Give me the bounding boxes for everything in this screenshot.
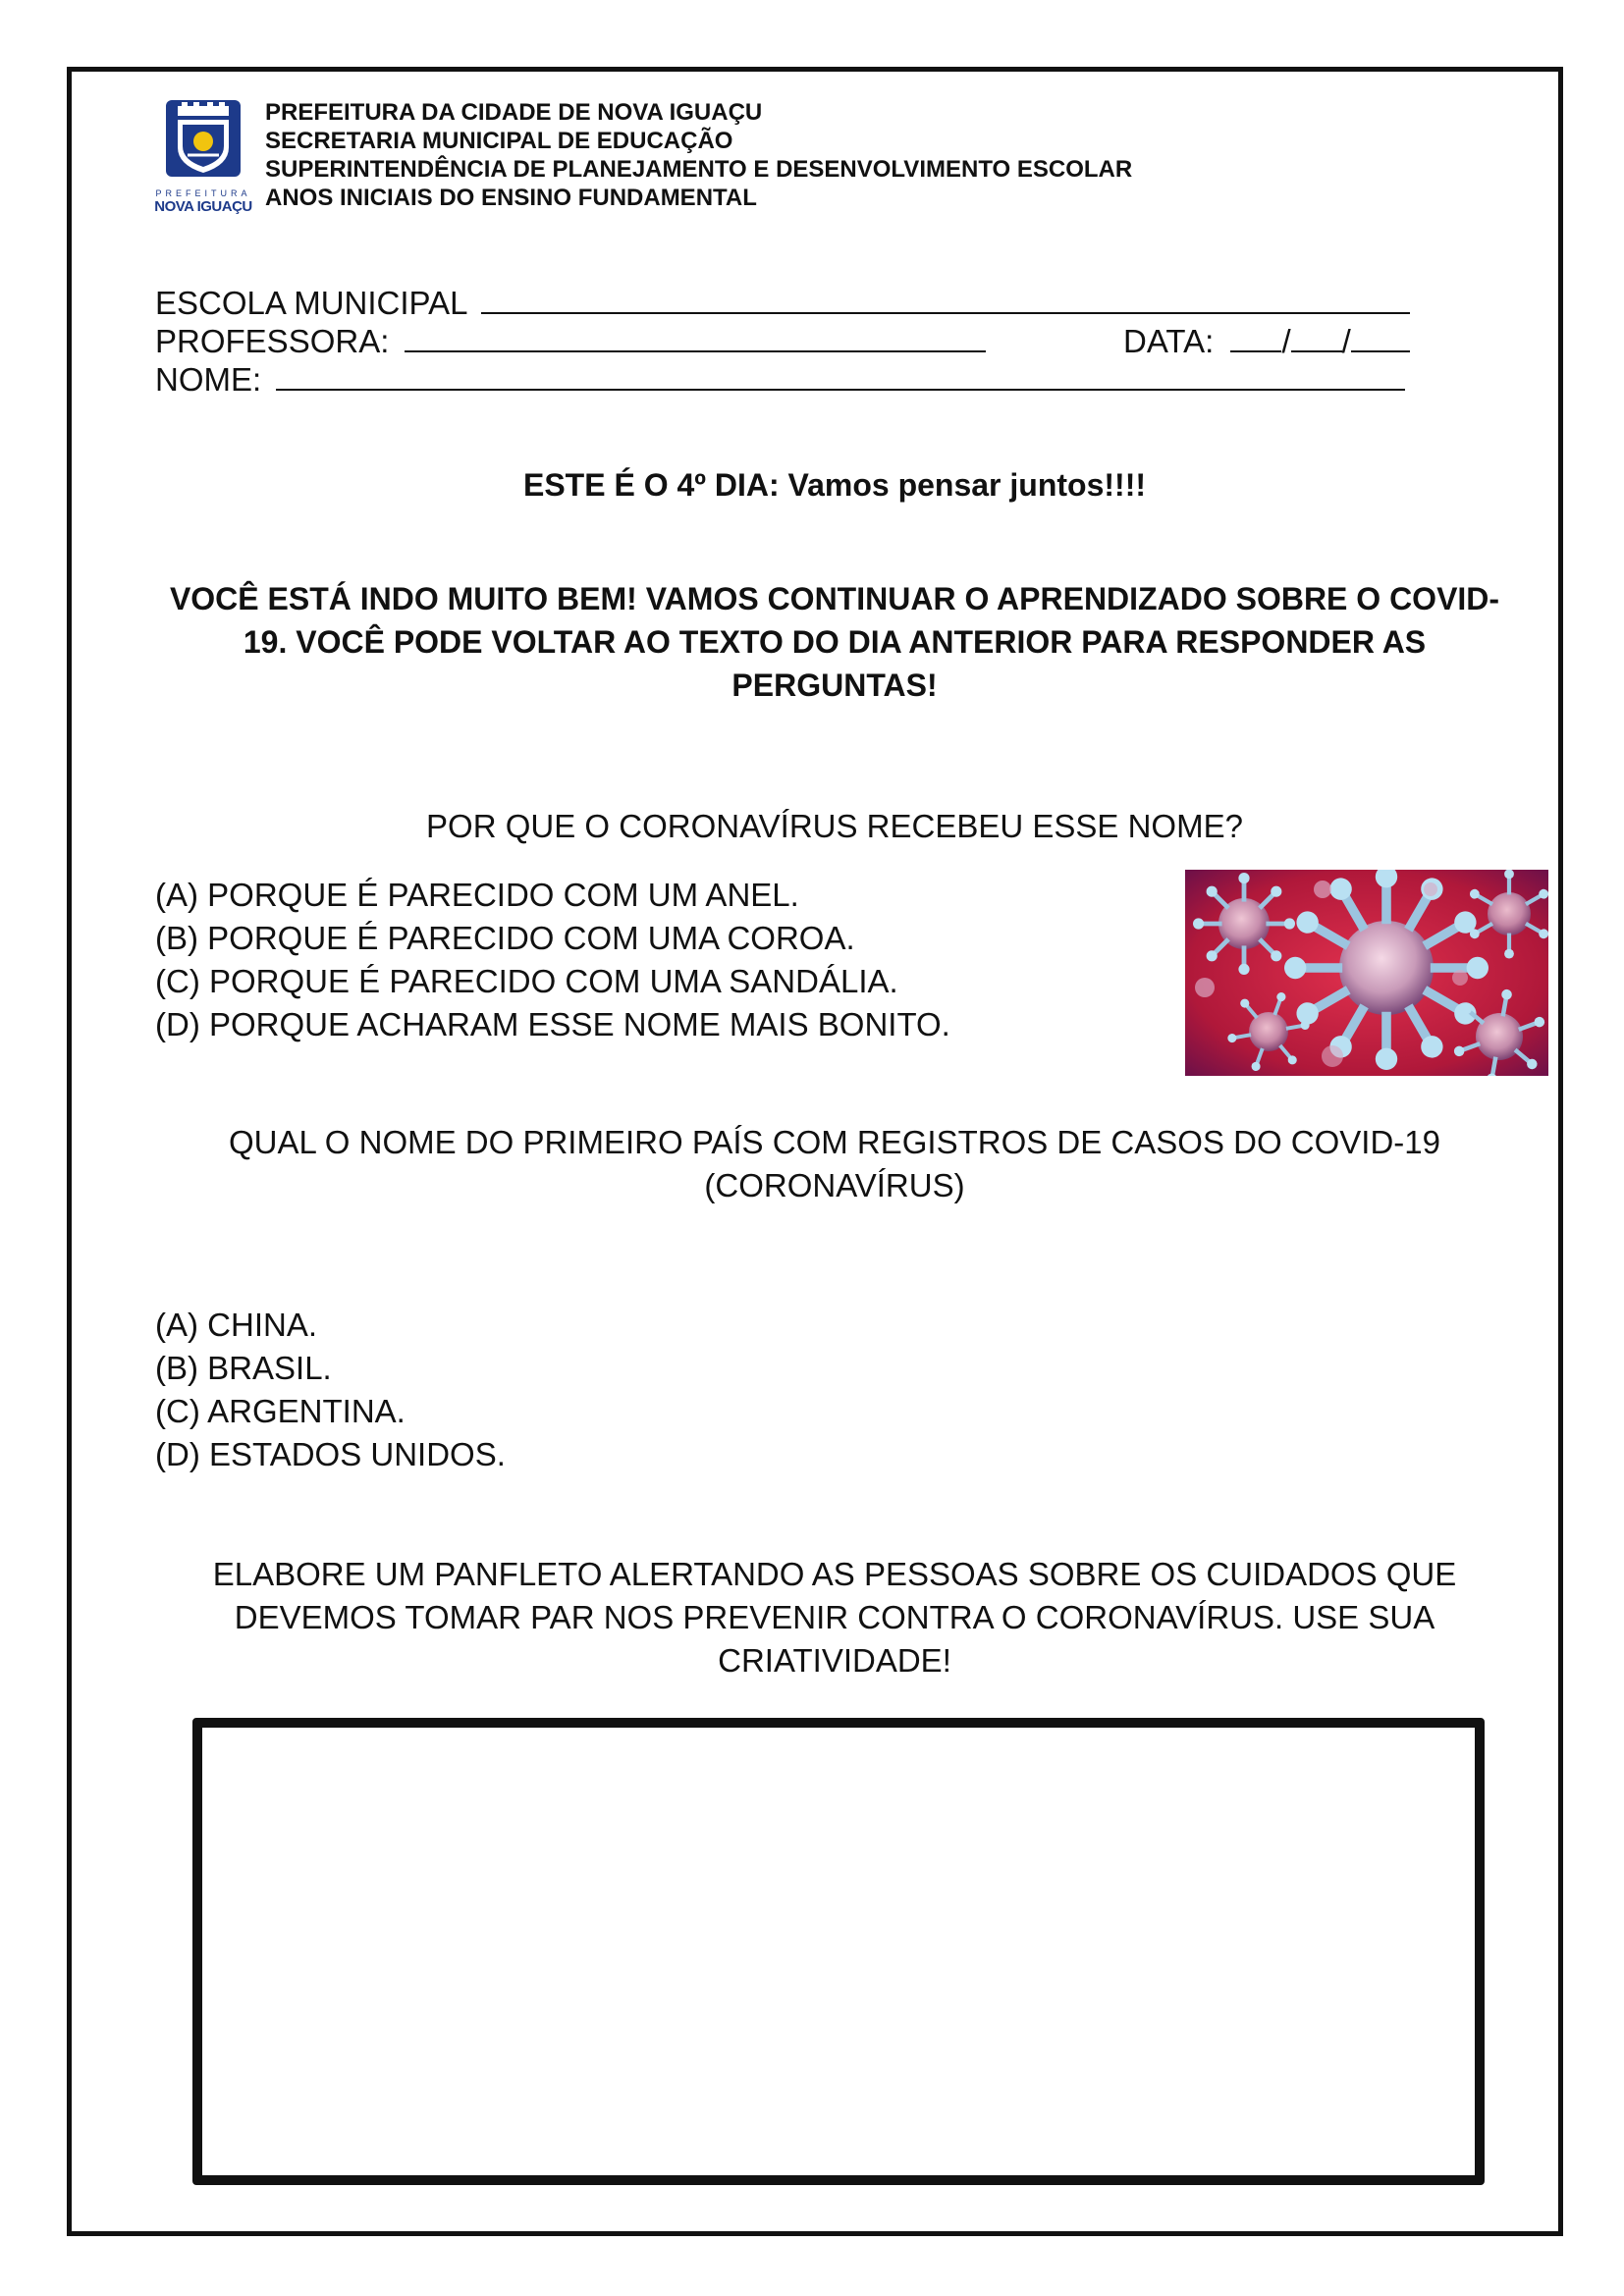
page-title: ESTE É O 4º DIA: Vamos pensar juntos!!!! — [522, 467, 1146, 503]
date-field — [1123, 323, 1410, 360]
question-2: QUAL O NOME DO PRIMEIRO PAÍS COM REGISTROS DE CASOS DO COVID-19 (CORONAVÍRUS) — [228, 1124, 1441, 1203]
question-1: POR QUE O CORONAVÍRUS RECEBEU ESSE NOME? — [426, 808, 1243, 844]
header-line: ANOS INICIAIS DO ENSINO FUNDAMENTAL — [265, 185, 757, 211]
header-line: SECRETARIA MUNICIPAL DE EDUCAÇÃO — [265, 128, 733, 154]
header-line: SUPERINTENDÊNCIA DE PLANEJAMENTO E DESENVOLVIMENTO ESCOLAR — [265, 156, 1133, 183]
option-a[interactable]: (A) PORQUE É PARECIDO COM UM ANEL. — [155, 877, 799, 913]
option-d[interactable]: (D) PORQUE ACHARAM ESSE NOME MAIS BONITO. — [155, 1006, 950, 1042]
coat-of-arms-icon — [164, 98, 243, 179]
teacher-label: PROFESSORA: — [155, 323, 390, 359]
option-a[interactable]: (A) CHINA. — [155, 1307, 317, 1343]
option-d[interactable]: (D) ESTADOS UNIDOS. — [155, 1436, 506, 1472]
coronavirus-illustration — [1185, 870, 1548, 1076]
date-day-blank[interactable] — [1230, 325, 1281, 352]
date-month-blank[interactable] — [1291, 325, 1342, 352]
school-field — [155, 285, 1410, 322]
option-b[interactable]: (B) BRASIL. — [155, 1350, 332, 1386]
date-separator: / — [1341, 323, 1351, 359]
question-2-options — [155, 1304, 506, 1476]
name-blank[interactable] — [276, 363, 1405, 391]
teacher-field — [155, 323, 986, 360]
intro-text: VOCÊ ESTÁ INDO MUITO BEM! VAMOS CONTINUAR O APRENDIZADO SOBRE O COVID-19. VOCÊ PODE VOLTAR AO TEXTO DO DIA ANTERIOR PARA RESPONDER AS PERGUNTAS! — [169, 581, 1500, 703]
coronavirus-image — [1185, 870, 1548, 1076]
date-label: DATA: — [1123, 323, 1215, 359]
header-line: PREFEITURA DA CIDADE DE NOVA IGUAÇU — [265, 99, 763, 126]
city-logo — [152, 96, 254, 214]
option-b[interactable]: (B) PORQUE É PARECIDO COM UMA COROA. — [155, 920, 855, 956]
header-text — [265, 98, 1132, 212]
name-label: NOME: — [155, 361, 262, 398]
logo-prefix: PREFEITURA — [155, 188, 251, 198]
school-label: ESCOLA MUNICIPAL — [155, 285, 467, 321]
question-3: ELABORE UM PANFLETO ALERTANDO AS PESSOAS SOBRE OS CUIDADOS QUE DEVEMOS TOMAR PAR NOS PREVENIR CONTRA O CORONAVÍRUS. USE SUA CRIATIVIDADE! — [212, 1556, 1457, 1679]
option-c[interactable]: (C) ARGENTINA. — [155, 1393, 406, 1429]
option-c[interactable]: (C) PORQUE É PARECIDO COM UMA SANDÁLIA. — [155, 963, 898, 999]
question-1-options — [155, 874, 950, 1046]
date-year-blank[interactable] — [1351, 325, 1410, 352]
logo-city-name: NOVA IGUAÇU — [154, 198, 252, 215]
date-separator: / — [1281, 323, 1291, 359]
name-field — [155, 361, 1405, 399]
pamphlet-drawing-area[interactable] — [192, 1718, 1485, 2185]
teacher-blank[interactable] — [405, 325, 986, 352]
school-blank[interactable] — [481, 287, 1410, 314]
